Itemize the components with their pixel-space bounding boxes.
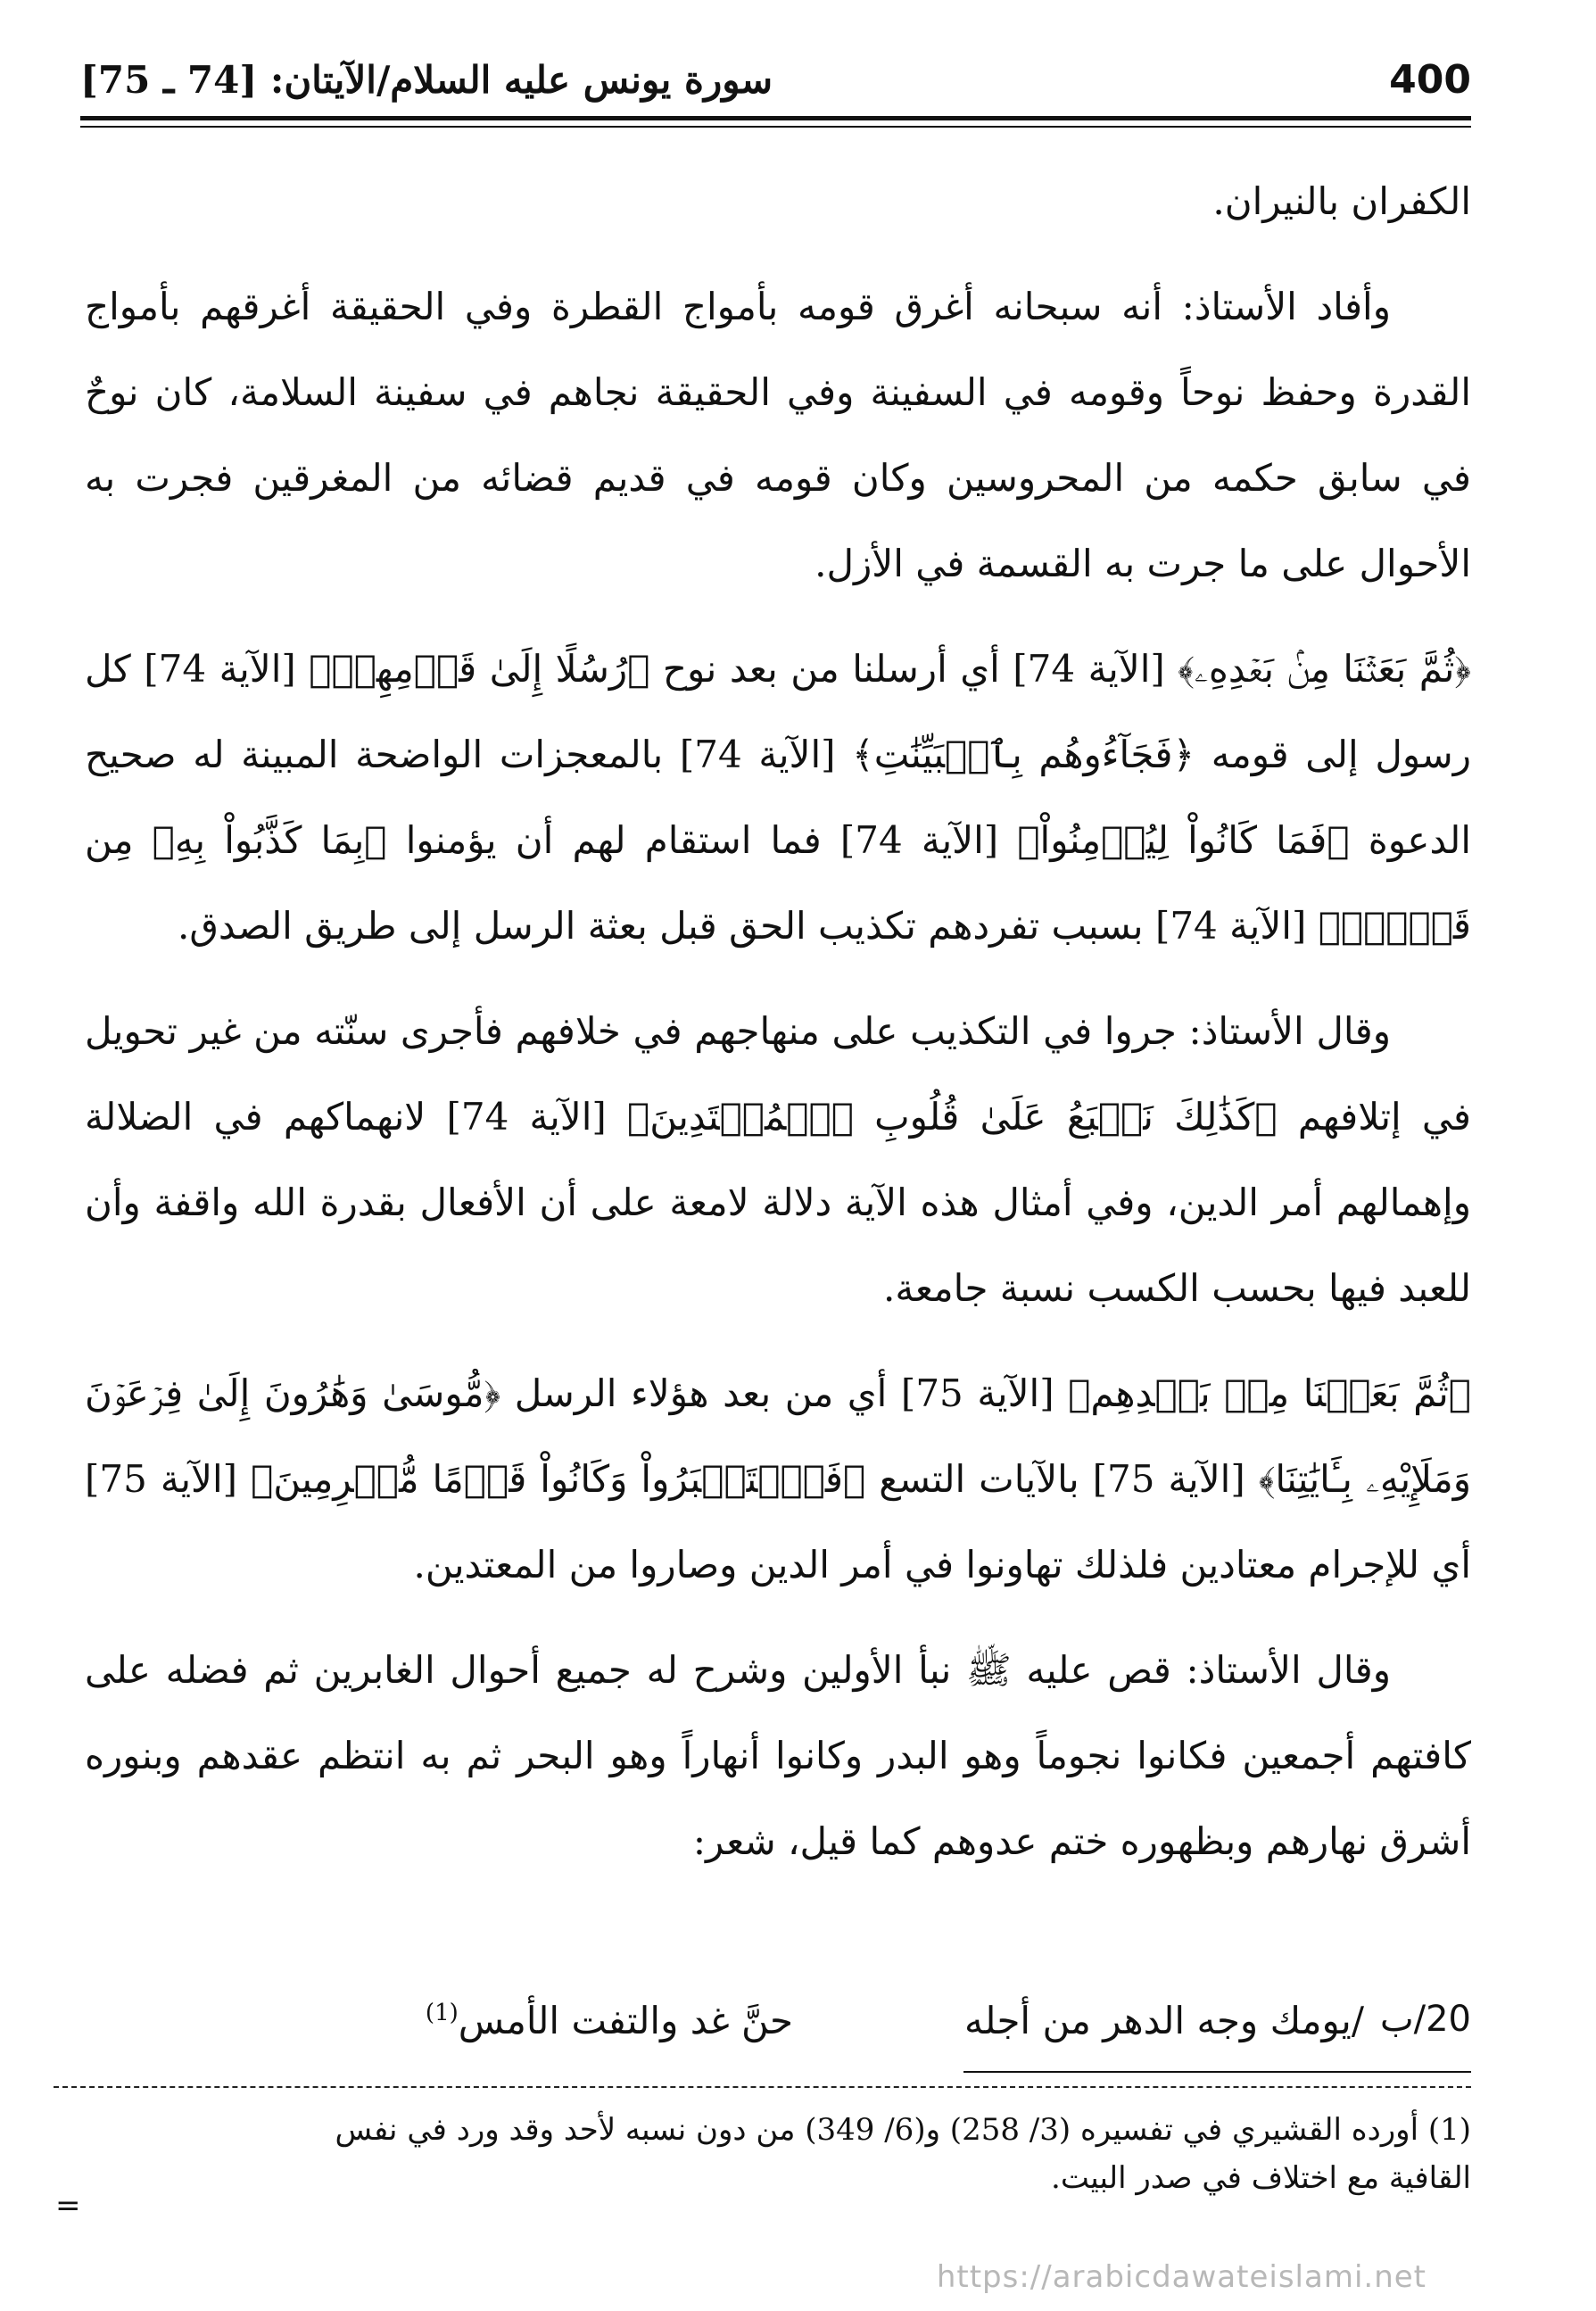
- body-text: [85, 159, 1471, 1904]
- page-header: [80, 55, 1471, 109]
- verse-hemistich-second-text: حنَّ غد والتفت الأمس: [458, 1999, 793, 2042]
- footnote-rule: [963, 2071, 1471, 2073]
- header-rule-thin: [80, 126, 1471, 128]
- page-number: 400: [1389, 57, 1471, 103]
- paragraph: ﴿ثُمَّ بَعَثۡنَا مِنۢ بَعۡدِهِۦ﴾ [الآية 74] أي أرسلنا من بعد نوح ﴿رُسُلًا إِلَىٰ قَوۡمِهِمۡ﴾ [الآية 74] كل رسول إلى قومه ﴿فَجَآءُوهُم بِٱلۡبَيِّنَٰتِ﴾ [الآية 74] بالمعجزات الواضحة المبينة له صحيح الدعوة ﴿فَمَا كَانُواْ لِيُؤۡمِنُواْ﴾ [الآية 74] فما استقام لهم أن يؤمنوا ﴿بِمَا كَذَّبُواْ بِهِۦ مِن قَبۡلُۚ﴾ [الآية 74] بسبب تفردهم تكذيب الحق قبل بعثة الرسل إلى طريق الصدق.: [85, 647, 1472, 948]
- watermark-url: https://arabicdawateislami.net: [936, 2259, 1426, 2295]
- footnotes: [85, 2106, 1471, 2202]
- paragraph: ﴿ثُمَّ بَعَثۡنَا مِنۢ بَعۡدِهِم﴾ [الآية 75] أي من بعد هؤلاء الرسل ﴿مُّوسَىٰ وَهَٰرُونَ إِلَىٰ فِرۡعَوۡنَ وَمَلَإِيْهِۦ بِـَٔايَٰتِنَا﴾ [الآية 75] بالآيات التسع ﴿فَٱسۡتَكۡبَرُواْ وَكَانُواْ قَوۡمًا مُّجۡرِمِينَ﴾ [الآية 75] أي للإجرام معتادين فلذلك تهاونوا في أمر الدين وصاروا من المعتدين.: [85, 1371, 1472, 1586]
- verse-hemistich-first: /يومك وجه الدهر من أجله: [964, 1999, 1364, 2042]
- footnote-line: (1) أورده القشيري في تفسيره (3/ 258) و(6/ 349) من دون نسبه لأحد وقد ورد في نفس: [335, 2112, 1471, 2148]
- footnote-line: القافية مع اختلاف في صدر البيت.: [1051, 2160, 1471, 2196]
- footnote-reference: (1): [425, 2000, 459, 2026]
- verse-hemistich-second: [426, 1999, 793, 2042]
- header-rule-thick: [80, 116, 1471, 120]
- manuscript-folio-note: 20/ب: [1379, 1999, 1471, 2040]
- running-head: سورة يونس عليه السلام/الآيتان: [74 ـ 75]: [80, 58, 773, 102]
- footnote-continuation-mark: =: [55, 2188, 81, 2224]
- paragraph: وقال الأستاذ: جروا في التكذيب على منهاجهم في خلافهم فأجرى سنّته من غير تحويل في إتلافهم ﴿كَذَٰلِكَ نَطۡبَعُ عَلَىٰ قُلُوبِ ٱلۡمُعۡتَدِينَ﴾ [الآية 74] لانهماكهم في الضلالة وإهمالهم أمر الدين، وفي أمثال هذه الآية دلالة لامعة على أن الأفعال بقدرة الله واقفة وأن للعبد فيها بحسب الكسب نسبة جامعة.: [85, 1009, 1471, 1310]
- poetry-verse: [85, 1992, 1471, 2063]
- paragraph: وقال الأستاذ: قص عليه ﷺ نبأ الأولين وشرح له جميع أحوال الغابرين ثم فضله على كافتهم أجمعين فكانوا نجوماً وهو البدر وكانوا أنهاراً وهو البحر ثم به انتظم عقدهم وبنوره أشرق نهارهم وبظهوره ختم عدوهم كما قيل، شعر:: [85, 1648, 1471, 1863]
- footnote-separator: [54, 2086, 1471, 2088]
- paragraph: وأفاد الأستاذ: أنه سبحانه أغرق قومه بأمواج القطرة وفي الحقيقة أغرقهم بأمواج القدرة وحفظ نوحاً وقومه في السفينة وفي الحقيقة نجاهم في سفينة السلامة، كان نوحٌ في سابق حكمه من المحروسين وكان قومه في قديم قضائه من المغرقين فجرت به الأحوال على ما جرت به القسمة في الأزل.: [85, 285, 1471, 585]
- paragraph: الكفران بالنيران.: [1212, 179, 1471, 223]
